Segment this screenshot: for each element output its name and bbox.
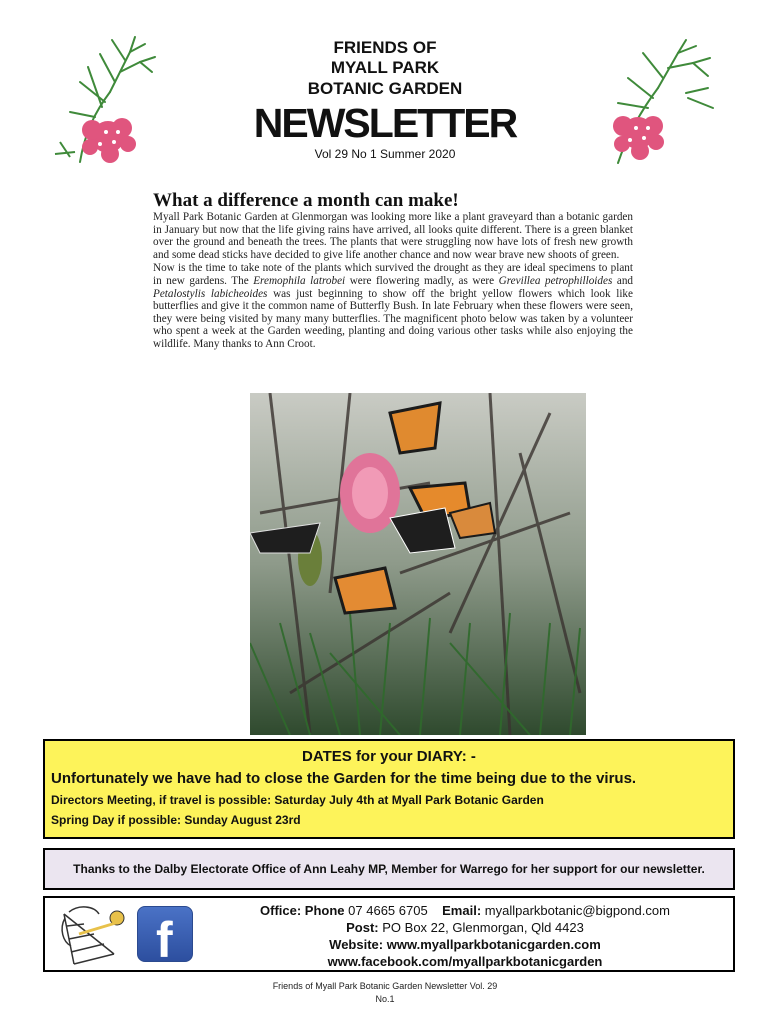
contact-box bbox=[43, 896, 735, 972]
grevillea-flower-left-illustration bbox=[40, 32, 165, 167]
footer-line1: Friends of Myall Park Botanic Garden Newsletter Vol. 29 bbox=[272, 981, 498, 991]
article-headline: What a difference a month can make! bbox=[153, 190, 459, 211]
footer-line2: No.1 bbox=[375, 994, 395, 1004]
contact-post-line: Post: PO Box 22, Glenmorgan, Qld 4423 bbox=[346, 920, 584, 935]
diary-item-spring-day: Spring Day if possible: Sunday August 23rd bbox=[51, 813, 301, 827]
facebook-link[interactable]: www.facebook.com/myallparkbotanicgarden bbox=[327, 954, 603, 969]
diary-item-directors-meeting: Directors Meeting, if travel is possible: Saturday July 4th at Myall Park Botanic Garden bbox=[51, 793, 544, 807]
diary-closure-notice: Unfortunately we have had to close the Garden for the time being due to the virus. bbox=[51, 770, 637, 787]
org-name-line1: FRIENDS OF bbox=[333, 38, 437, 57]
org-name-line3: BOTANIC GARDEN bbox=[307, 79, 463, 98]
grevillea-flower-right-illustration bbox=[598, 38, 723, 173]
diary-title: DATES for your DIARY: - bbox=[302, 748, 476, 765]
contact-website-line: Website: www.myallparkbotanicgarden.com bbox=[329, 937, 601, 952]
org-name-line2: MYALL PARK bbox=[330, 58, 440, 77]
website-link[interactable]: www.myallparkbotanicgarden.com bbox=[386, 937, 601, 952]
sponsor-thanks-box: Thanks to the Dalby Electorate Office of Ann Leahy MP, Member for Warrego for her support for our newsletter. bbox=[43, 848, 735, 890]
radio-tower-clipart-icon bbox=[59, 904, 135, 968]
article-body bbox=[153, 211, 633, 352]
species-petalostylis: Petalostylis labicheoides bbox=[153, 287, 268, 300]
volume-issue: Vol 29 No 1 Summer 2020 bbox=[314, 147, 456, 161]
species-grevillea: Grevillea petrophilloides bbox=[498, 274, 613, 287]
facebook-icon: f bbox=[137, 906, 193, 962]
newsletter-masthead: NEWSLETTER bbox=[253, 100, 517, 146]
contact-phone-email-line: Office: Phone 07 4665 6705 Email: myallparkbotanic@bigpond.com bbox=[260, 903, 670, 918]
contact-email[interactable]: myallparkbotanic@bigpond.com bbox=[484, 903, 670, 918]
page-footer bbox=[235, 980, 535, 1006]
diary-box bbox=[43, 739, 735, 839]
contact-phone: 07 4665 6705 bbox=[348, 903, 428, 918]
species-eremophila: Eremophila latrobei bbox=[253, 274, 346, 287]
article-paragraph-1: Myall Park Botanic Garden at Glenmorgan was looking more like a plant graveyard than a botanic garden in January but now that the life giving rains have arrived, all looks quite different. There is a green blanket over the ground and beneath the trees. The plants that were struggling now have lots of fresh new growth and some dead sticks have decided to give life another chance and now wear brave new shoots of green. bbox=[153, 211, 633, 261]
butterflies-on-grevillea-photo bbox=[250, 393, 586, 735]
article-paragraph-2: Now is the time to take note of the plants which survived the drought as they are ideal specimens to plant in new gardens. The Eremophila latrobei were flowering madly, as were Grevillea petrophilloides and Petalostylis labicheoides was just beginning to show off the bright yellow flowers which look like butterflies and give it the common name of Butterfly Bush. In late February when these flowers were seen, they were being visited by many many butterflies. The magnificent photo below was taken by a volunteer who spent a week at the Garden weeding, planting and doing various other tasks while also enjoying the wildlife. Many thanks to Ann Croot. bbox=[153, 262, 634, 350]
